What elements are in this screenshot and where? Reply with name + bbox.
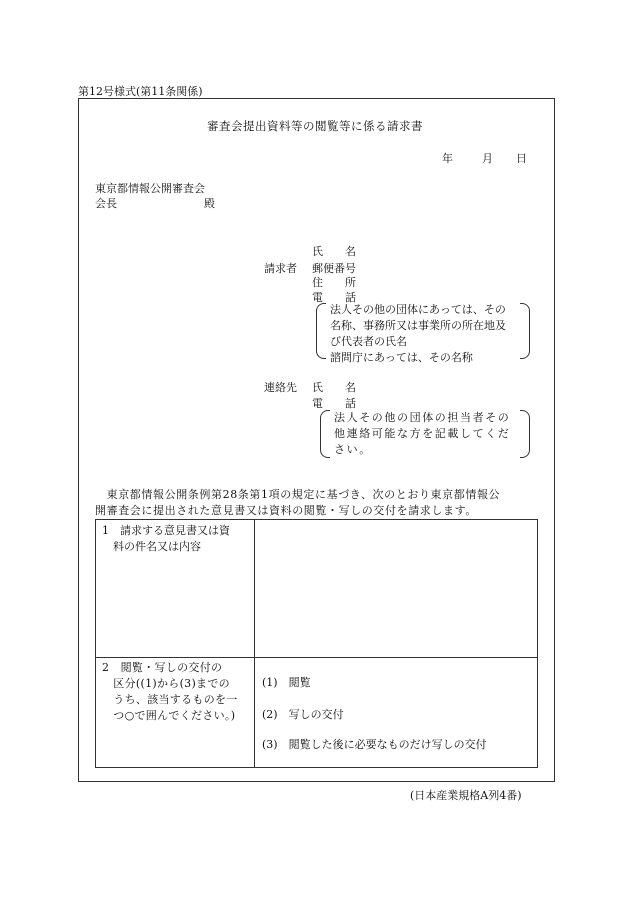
request-table <box>95 519 538 768</box>
contact-label: 連絡先 <box>264 381 297 394</box>
form-number-label: 第12号様式(第11条関係) <box>78 85 203 98</box>
paper-size-note: (日本産業規格A列4番) <box>410 789 522 802</box>
addressee-org: 東京都情報公開審査会 <box>95 182 205 195</box>
contact-note: 法人その他の団体の担当者その 他連絡可能な方を記載してくだ さい。 <box>334 411 511 456</box>
requester-phone-label[interactable]: 電 話 <box>312 291 356 304</box>
option-3[interactable]: (3) 閲覧した後に必要なものだけ写しの交付 <box>262 738 487 751</box>
year-field[interactable]: 年 <box>442 152 453 165</box>
document-title: 審査会提出資料等の閲覧等に係る請求書 <box>207 119 423 133</box>
month-field[interactable]: 月 <box>482 152 493 165</box>
row1-input-area[interactable] <box>256 521 537 655</box>
contact-note-bracket-left <box>320 410 330 458</box>
row2-label: 2 閲覧・写しの交付の 区分((1)から(3)までの うち、該当するものを一 つ○で囲んでください。) <box>102 661 238 722</box>
requester-name-label[interactable]: 氏 名 <box>312 245 356 258</box>
requester-postal-label[interactable]: 郵便番号 <box>312 262 356 275</box>
requester-note-bracket-left <box>316 303 326 359</box>
option-2[interactable]: (2) 写しの交付 <box>262 708 344 721</box>
contact-note-bracket-right <box>520 410 530 458</box>
requester-label: 請求者 <box>264 262 297 275</box>
option-1[interactable]: (1) 閲覧 <box>262 676 311 689</box>
table-row-divider <box>96 657 537 658</box>
requester-note: 法人その他の団体にあっては、その 名称、事務所又は事業所の所在地及 び代表者の氏名 諮問庁にあっては、その名称 <box>330 303 506 364</box>
day-field[interactable]: 日 <box>516 152 527 165</box>
contact-phone-label[interactable]: 電 話 <box>312 397 356 410</box>
request-statement: 東京都情報公開条例第28条第1項の規定に基づき、次のとおり東京都情報公 開審査会に提出された意見書又は資料の閲覧・写しの交付を請求します。 <box>95 488 501 517</box>
contact-name-label[interactable]: 氏 名 <box>312 381 356 394</box>
addressee-title: 会長 <box>95 197 117 210</box>
table-column-divider <box>254 520 255 767</box>
requester-address-label[interactable]: 住 所 <box>312 276 356 289</box>
addressee-honorific: 殿 <box>204 197 215 210</box>
requester-note-bracket-right <box>520 303 530 359</box>
row1-label: 1 請求する意見書又は資 料の件名又は内容 <box>102 524 230 553</box>
